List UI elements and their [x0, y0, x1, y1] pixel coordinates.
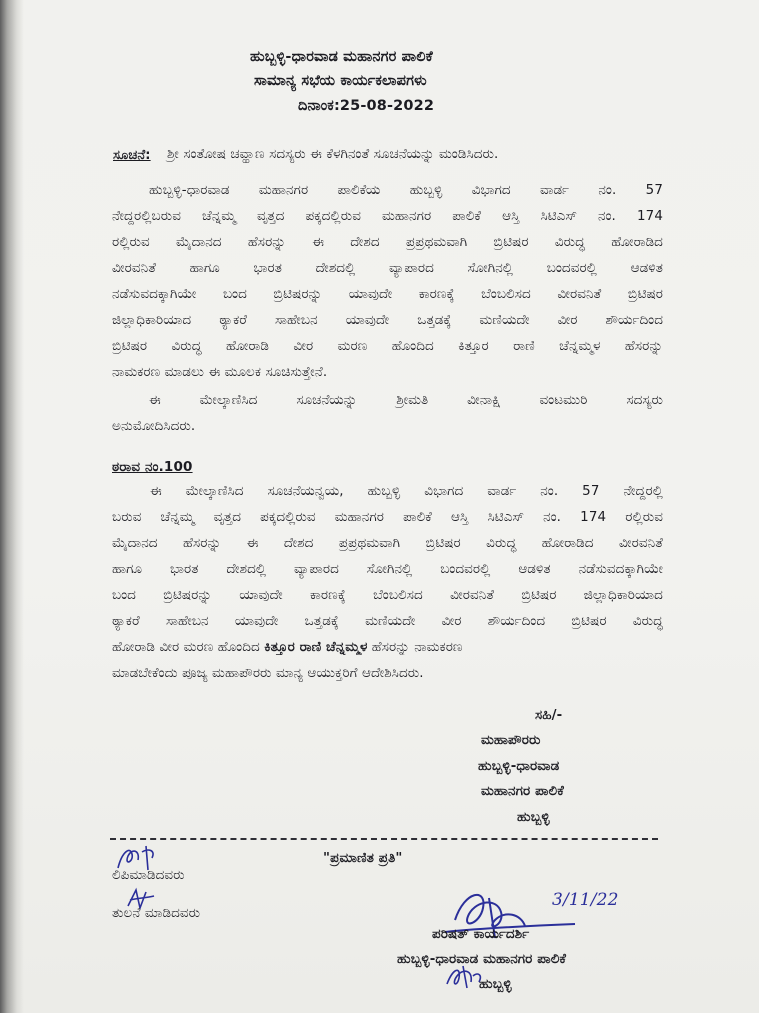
certified-copy: "ಪ್ರಮಾಣಿತ ಪ್ರತಿ"	[323, 851, 403, 866]
handwritten-date: 3/11/22	[552, 890, 619, 910]
header-meeting: ಸಾಮಾನ್ಯ ಸಭೆಯ ಕಾರ್ಯಕಲಾಪಗಳು	[254, 73, 427, 89]
mayor-signed: ಸಹಿ/-	[535, 708, 563, 723]
suchane-line: ವೀರವನಿತೆ ಹಾಗೂ ಭಾರತ ದೇಶದಲ್ಲಿ ವ್ಯಾಪಾರದ ಸೋಗಿನಲ್ಲಿ ಬಂದವರಲ್ಲಿ ಆಡಳಿತ	[112, 261, 663, 276]
resolution-label: ಠರಾವ ನಂ.100	[112, 459, 193, 475]
resolution-line: ಮಾಡಬೇಕೆಂದು ಪೂಜ್ಯ ಮಹಾಪೌರರು ಮಾನ್ಯ ಆಯುಕ್ತರಿಗೆ ಆದೇಶಿಸಿದರು.	[112, 666, 424, 681]
resolution-line: ಠ್ಯಾಕರೆ ಸಾಹೇಬನ ಯಾವುದೇ ಒತ್ತಡಕ್ಕೆ ಮಣಿಯದೇ ವೀರ ಶೌರ್ಯದಿಂದ ಬ್ರಿಟಿಷರ ವಿರುದ್ಧ	[112, 614, 663, 629]
resolution-line7-bold: ಕಿತ್ತೂರ ರಾಣಿ ಚೆನ್ನಮ್ಮಳ	[264, 640, 368, 655]
resolution-line: ಈ ಮೇಲ್ಕಾಣಿಸಿದ ಸೂಚನೆಯನ್ವಯ, ಹುಬ್ಬಳ್ಳಿ ವಿಭಾಗದ ವಾರ್ಡ ನಂ. 57 ನೇದ್ದರಲ್ಲಿ	[150, 484, 663, 499]
resolution-line7-post: ಹೆಸರನ್ನು ನಾಮಕರಣ	[367, 640, 463, 655]
copied-by-label: ಲಿಪಿಮಾಡಿದವರು	[112, 868, 185, 883]
suchane-line: ನಡೆಸುವದಕ್ಕಾಗಿಯೇ ಬಂದ ಬ್ರಿಟಿಷರನ್ನು ಯಾವುದೇ ಕಾರಣಕ್ಕೆ ಬೆಂಬಲಿಸದ ವೀರವನಿತೆ ಬ್ರಿಟಿಷರ	[112, 287, 663, 302]
resolution-line: ಹಾಗೂ ಭಾರತ ದೇಶದಲ್ಲಿ ವ್ಯಾಪಾರದ ಸೋಗಿನಲ್ಲಿ ಬಂದವರಲ್ಲಿ ಆಡಳಿತ ನಡೆಸುವದಕ್ಕಾಗಿಯೇ	[112, 562, 663, 577]
suchane-intro: ಶ್ರೀ ಸಂತೋಷ ಚವ್ಹಾಣ ಸದಸ್ಯರು ಈ ಕೆಳಗಿನಂತೆ ಸೂಚನೆಯನ್ನು ಮಂಡಿಸಿದರು.	[167, 147, 499, 162]
seconder-line: ಅನುಮೋದಿಸಿದರು.	[112, 419, 196, 434]
secretary-title: ಪರಿಷತ್ ಕಾರ್ಯದರ್ಶಿ	[432, 927, 530, 942]
resolution-line: ಬಂದ ಬ್ರಿಟಿಷರನ್ನು ಯಾವುದೇ ಕಾರಣಕ್ಕೆ ಬೆಂಬಲಿಸದ ವೀರವನಿತೆ ಬ್ರಿಟಿಷರ ಜಿಲ್ಲಾಧಿಕಾರಿಯಾದ	[112, 588, 663, 603]
mayor-city: ಹುಬ್ಬಳ್ಳಿ-ಧಾರವಾಡ	[478, 759, 560, 774]
seconder-line: ಈ ಮೇಲ್ಕಾಣಿಸಿದ ಸೂಚನೆಯನ್ನು ಶ್ರೀಮತಿ ವೀನಾಕ್ಷಿ ವಂಟಮುರಿ ಸದಸ್ಯರು	[149, 393, 663, 408]
suchane-label: ಸೂಚನೆ:	[113, 148, 151, 163]
suchane-line: ಜಿಲ್ಲಾಧಿಕಾರಿಯಾದ ಠ್ಯಾಕರೆ ಸಾಹೇಬನ ಯಾವುದೇ ಒತ್ತಡಕ್ಕೆ ಮಣಿಯದೇ ವೀರ ಶೌರ್ಯದಿಂದ	[112, 313, 663, 328]
header-date: ದಿನಾಂಕ:25-08-2022	[298, 98, 435, 114]
mayor-title: ಮಹಾಪೌರರು	[481, 733, 541, 748]
suchane-line: ಬ್ರಿಟಿಷರ ವಿರುದ್ಧ ಹೋರಾಡಿ ವೀರ ಮರಣ ಹೊಂದಿದ ಕಿತ್ತೂರ ರಾಣಿ ಚೆನ್ನಮ್ಮಳ ಹೆಸರನ್ನು	[112, 339, 663, 354]
resolution-line-7	[112, 640, 663, 655]
dashed-divider	[110, 838, 658, 840]
resolution-line7-pre: ಹೋರಾಡಿ ವೀರ ಮರಣ ಹೊಂದಿದ	[112, 640, 265, 655]
mayor-corp: ಮಹಾನಗರ ಪಾಲಿಕೆ	[481, 784, 564, 799]
suchane-line: ನಾಮಕರಣ ಮಾಡಲು ಈ ಮೂಲಕ ಸೂಚಿಸುತ್ತೇನೆ.	[112, 365, 328, 380]
resolution-line: ಬರುವ ಚೆನ್ನಮ್ಮ ವೃತ್ತದ ಪಕ್ಕದಲ್ಲಿರುವ ಮಹಾನಗರ ಪಾಲಿಕೆ ಆಸ್ತಿ ಸಿಟಿಎಸ್ ನಂ. 174 ರಲ್ಲಿರುವ	[112, 510, 663, 525]
mayor-place: ಹುಬ್ಬಳ್ಳಿ	[517, 810, 550, 825]
page-shadow-edge	[0, 0, 24, 1013]
suchane-line: ರಲ್ಲಿರುವ ಮೈದಾನದ ಹೆಸರನ್ನು ಈ ದೇಶದ ಪ್ರಪ್ರಥಮವಾಗಿ ಬ್ರಿಟಿಷರ ವಿರುದ್ಧ ಹೋರಾಡಿದ	[112, 235, 663, 250]
header-org: ಹುಬ್ಬಳ್ಳಿ-ಧಾರವಾಡ ಮಹಾನಗರ ಪಾಲಿಕೆ	[250, 49, 433, 65]
secretary-corp: ಹುಬ್ಬಳ್ಳಿ-ಧಾರವಾಡ ಮಹಾನಗರ ಪಾಲಿಕೆ	[397, 952, 567, 967]
resolution-line: ಮೈದಾನದ ಹೆಸರನ್ನು ಈ ದೇಶದ ಪ್ರಪ್ರಥಮವಾಗಿ ಬ್ರಿಟಿಷರ ವಿರುದ್ಧ ಹೋರಾಡಿದ ವೀರವನಿತೆ	[112, 536, 663, 551]
secretary-place: ಹುಬ್ಬಳ್ಳಿ	[479, 977, 512, 992]
suchane-line: ಹುಬ್ಬಳ್ಳಿ-ಧಾರವಾಡ ಮಹಾನಗರ ಪಾಲಿಕೆಯ ಹುಬ್ಬಳ್ಳಿ ವಿಭಾಗದ ವಾರ್ಡ ನಂ. 57	[149, 183, 663, 198]
suchane-line: ನೇದ್ದರಲ್ಲಿಬರುವ ಚೆನ್ನಮ್ಮ ವೃತ್ತದ ಪಕ್ಕದಲ್ಲಿರುವ ಮಹಾನಗರ ಪಾಲಿಕೆ ಆಸ್ತಿ ಸಿಟಿಎಸ್ ನಂ. 174	[112, 209, 663, 224]
compared-by-label: ತುಲನೆ ಮಾಡಿದವರು	[112, 906, 201, 921]
